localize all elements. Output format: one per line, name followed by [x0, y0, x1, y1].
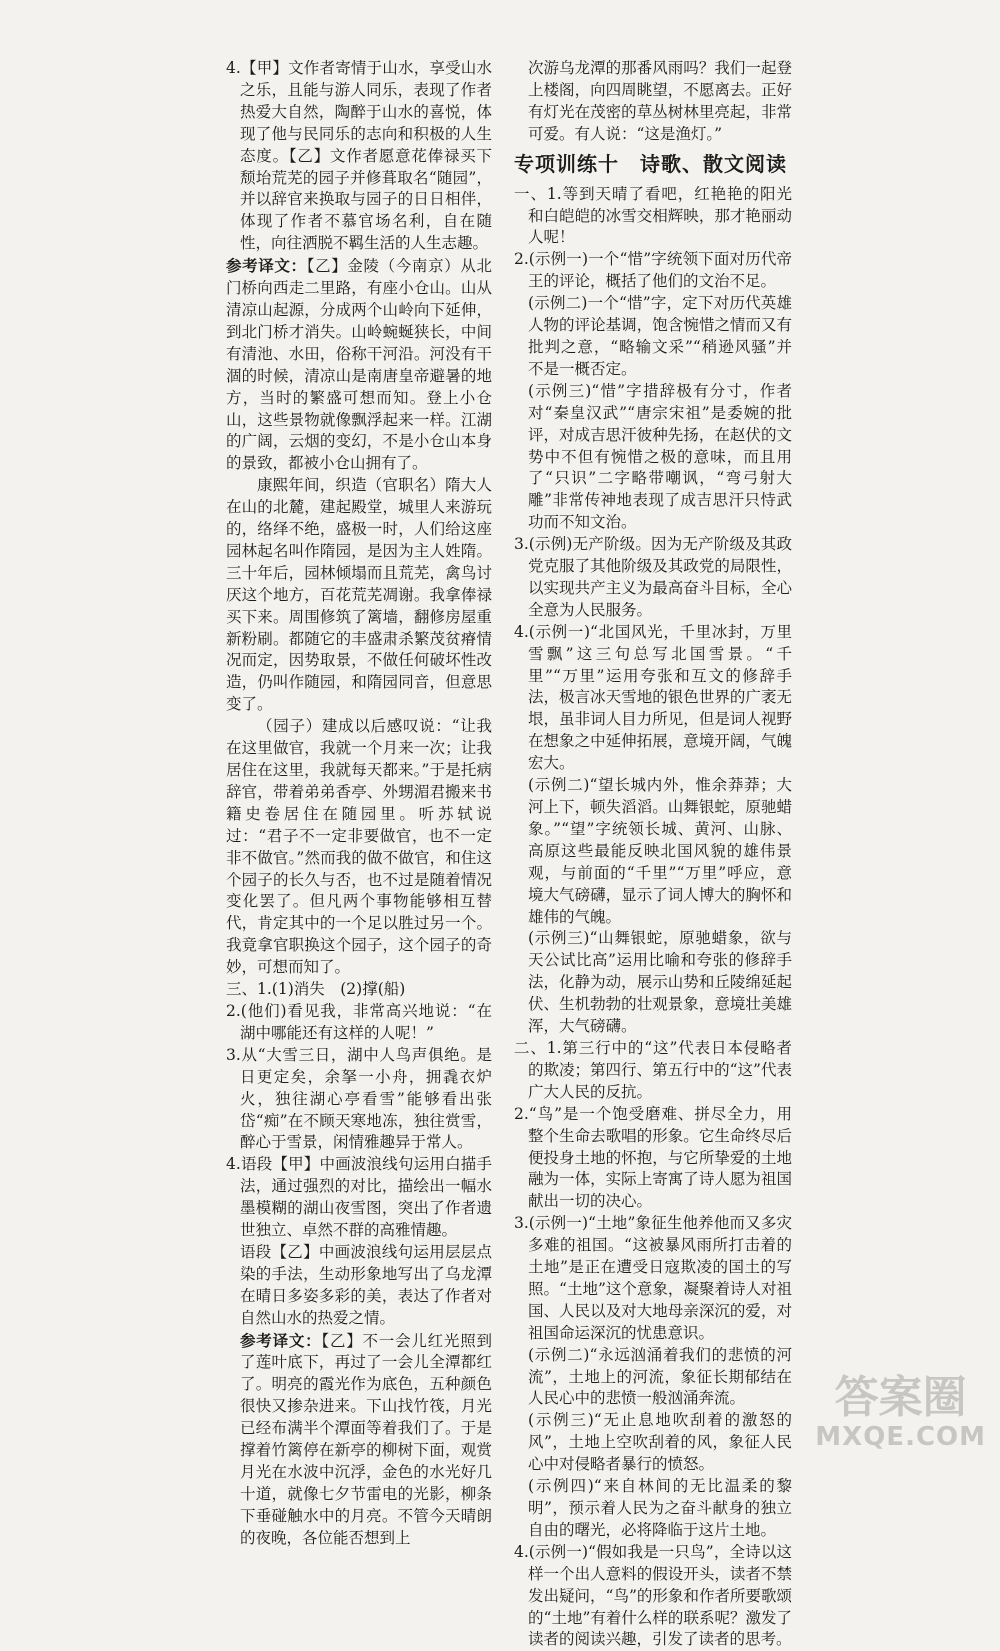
answer-s1-q4-c: (示例三)“山舞银蛇，原驰蜡象，欲与天公试比高”运用比喻和夸张的修辞手法，化静为动，展示山势和丘陵绵延起伏、生机勃勃的壮观景象，意境壮美雄浑，大气磅礴。 [528, 929, 792, 1036]
watermark-logo [815, 1374, 986, 1452]
answer-s1-q2-b: (示例二)一个“惜”字，定下对历代英雄人物的评论基调，饱含惋惜之情而又有批判之意，“略输文采”“稍逊风骚”并不是一概否定。 [528, 294, 792, 378]
answer-s2-q4: 4.(示例一)“假如我是一只鸟”，全诗以这样一个出人意料的假设开头，读者不禁发出疑问，“鸟”的形象和作者所要歌颂的“土地”有着什么样的联系呢？激发了读者的阅读兴趣，引发了读者的思考。 [514, 1542, 792, 1649]
section-title: 专项训练十 诗歌、散文阅读 [514, 151, 787, 176]
watermark-url: MXQE.COM [815, 1422, 986, 1452]
answer-s1-q2-c: (示例三)“惜”字措辞极有分寸，作者对“秦皇汉武”“唐宗宋祖”是委婉的批评，对成吉思汗彼种先扬，在赵伏的文势中不但有惋惜之极的意味，而且用了“只识”二字略带嘲讽，“弯弓射大雕”非常传神地表现了成吉思汗只恃武功而不知文治。 [528, 381, 792, 532]
reference-label-2: 参考译文： [240, 1330, 322, 1350]
answer-s3-q3: 3.从“大雪三日，湖中人鸟声俱绝。是日更定矣，余拏一小舟，拥毳衣炉火，独往湖心亭看雪”能够看出张岱“痴”在不顾天寒地冻，独往赏雪，醉心于雪景，闲情雅趣异于常人。 [226, 1045, 492, 1152]
answer-s1-q3: 3.(示例)无产阶级。因为无产阶级及其政党克服了其他阶级及其政党的局限性，以实现共产主义为最高奋斗目标，全心全意为人民服务。 [514, 535, 792, 619]
reference-translation-2 [226, 1330, 492, 1550]
answer-s3-q4-a: 4.语段【甲】中画波浪线句运用白描手法，通过强烈的对比，描绘出一幅水墨模糊的湖山夜雪图，突出了作者遗世独立、卓然不群的高雅情趣。 [226, 1155, 492, 1240]
answer-s1-q1: 一、1.等到天晴了看吧，红艳艳的阳光和白皑皑的冰雪交相辉映，那才艳丽动人呢！ [514, 184, 792, 247]
translation-continued: 次游乌龙潭的那番风雨吗？我们一起登上楼阁，向四周眺望，不愿离去。正好有灯光在茂密的草丛树林里亮起，非常可爱。有人说：“这是渔灯。” [528, 59, 792, 143]
answer-s2-q2: 2.“鸟”是一个饱受磨难、拼尽全力，用整个生命去歌唱的形象。它生命终尽后便投身土地的怀抱，与它所挚爱的土地融为一体，实际上寄寓了诗人愿为祖国献出一切的决心。 [514, 1104, 792, 1211]
watermark-mark: 答案圈 [834, 1372, 967, 1423]
answer-s2-q3-d: (示例四)“来自林间的无比温柔的黎明”，预示着人民为之奋斗献身的独立自由的曙光，必将降临于这片土地。 [528, 1477, 792, 1539]
answer-s3-q2: 2.(他们)看见我，非常高兴地说：“在湖中哪能还有这样的人呢！” [226, 1001, 492, 1042]
answer-s1-q2-a: 2.(示例一)一个“惜”字统领下面对历代帝王的评论，概括了他们的文治不足。 [514, 250, 792, 291]
translation-para-2: 康熙年间，织造（官职名）隋大人在山的北麓，建起殿堂，城里人来游玩的，络绎不绝，盛极一时，人们给这座园林起名叫作隋园，是因为主人姓隋。三十年后，园林倾塌而且荒芜，禽鸟讨厌这个地方，百花荒芜凋谢。我拿俸禄买下来。周围修筑了篱墙，翻修房屋重新粉刷。都随它的丰盛肃杀繁茂贫瘠情况而定，因势取景，不做任何破坏性改造，仍叫作随园，和隋园同音，但意思变了。 [226, 476, 492, 714]
right-column [514, 58, 792, 1651]
answer-s3-q4-b: 语段【乙】中画波浪线句运用层层点染的手法，生动形象地写出了乌龙潭在晴日多姿多彩的美，表达了作者对自然山水的热爱之情。 [240, 1242, 492, 1327]
reference-translation-1 [226, 255, 492, 475]
answer-s2-q1: 二、1.第三行中的“这”代表日本侵略者的欺凌；第四行、第五行中的“这”代表广大人民的反抗。 [514, 1038, 792, 1101]
answer-s2-q3-b: (示例二)“永远汹涌着我们的悲愤的河流”，土地上的河流，象征长期郁结在人民心中的悲愤一般汹涌奔流。 [528, 1345, 792, 1408]
translation-para-3: （园子）建成以后感叹说：“让我在这里做官，我就一个月来一次；让我居住在这里，我就每天都来。”于是托病辞官，带着弟弟香亭、外甥湄君搬来书籍史卷居住在随园里。听苏轼说过：“君子不一定非要做官，也不一定非不做官。”然而我的做不做官，和住这个园子的长久与否，也不过是随着情况变化罢了。但凡两个事物能够相互替代，肯定其中的一个足以胜过另一个。我竟拿官职换这个园子，这个园子的奇妙，可想而知了。 [226, 717, 492, 977]
reference-label: 参考译文： [226, 256, 307, 276]
answer-s2-q3-a: 3.(示例一)“土地”象征生他养他而又多灾多难的祖国。“这被暴风雨所打击着的土地”是正在遭受日寇欺凌的国土的写照。“土地”这个意象，凝聚着诗人对祖国、人民以及对大地母亲深沉的爱，对祖国命运深沉的忧患意识。 [514, 1214, 792, 1342]
translation2-para-1: 【乙】不一会儿红光照到了莲叶底下，再过了一会儿全潭都红了。明亮的霞光作为底色，五种颜色很快又掺杂进来。下山找竹筏，月光已经布满半个潭面等着我们了。于是撑着竹篱停在新亭的柳树下面，观赏月光在水波中沉浮，金色的水光好几十道，就像七夕节雷电的光影，柳条下垂碰触水中的月亮。不管今天晴朗的夜晚，各位能否想到上 [240, 1331, 492, 1547]
left-column [226, 58, 492, 1550]
answer-s2-q3-c: (示例三)“无止息地吹刮着的激怒的风”，土地上空吹刮着的风，象征人民心中对侵略者暴行的愤怒。 [528, 1411, 792, 1474]
answer-q4-jia-yi: 4.【甲】文作者寄情于山水，享受山水之乐，且能与游人同乐，表现了作者热爱大自然，陶醉于山水的喜悦，体现了他与民同乐的志向和积极的人生态度。【乙】文作者愿意花俸禄买下颓坮荒芜的园子并修葺取名“随园”，并以辞官来换取与园子的日日相伴，体现了作者不慕官场名利，自在随性，向往洒脱不羁生活的人生志趣。 [226, 59, 492, 253]
translation-para-1: 【乙】金陵（今南京）从北门桥向西走二里路，有座小仓山。山从清凉山起源，分成两个山岭向下延伸，到北门桥才消失。山岭蜿蜒狭长，中间有清池、水田，俗称干河沿。河没有干涸的时候，清凉山是南唐皇帝避暑的地方，当时的繁盛可想而知。登上小仓山，这些景物就像飘浮起来一样。江湖的广阔，云烟的变幻，不是小仓山本身的景致，都被小仓山拥有了。 [226, 257, 492, 473]
answer-s1-q4-a: 4.(示例一)“北国风光，千里冰封，万里雪飘”这三句总写北国雪景。“千里”“万里”运用夸张和互文的修辞手法，极言冰天雪地的银色世界的广袤无垠，虽非词人目力所见，但是词人视野在想象之中延伸拓展，意境开阔，气魄宏大。 [514, 622, 792, 773]
answer-s3-q1: 三、1.(1)消失 (2)撑(船) [226, 980, 406, 999]
answer-s1-q4-b: (示例二)“望长城内外，惟余莽莽；大河上下，顿失滔滔。山舞银蛇，原驰蜡象。”“望”字统领长城、黄河、山脉、高原这些最能反映北国风貌的雄伟景观，与前面的“千里”“万里”呼应，意境大气磅礴，显示了词人博大的胸怀和雄伟的气魄。 [528, 776, 792, 926]
